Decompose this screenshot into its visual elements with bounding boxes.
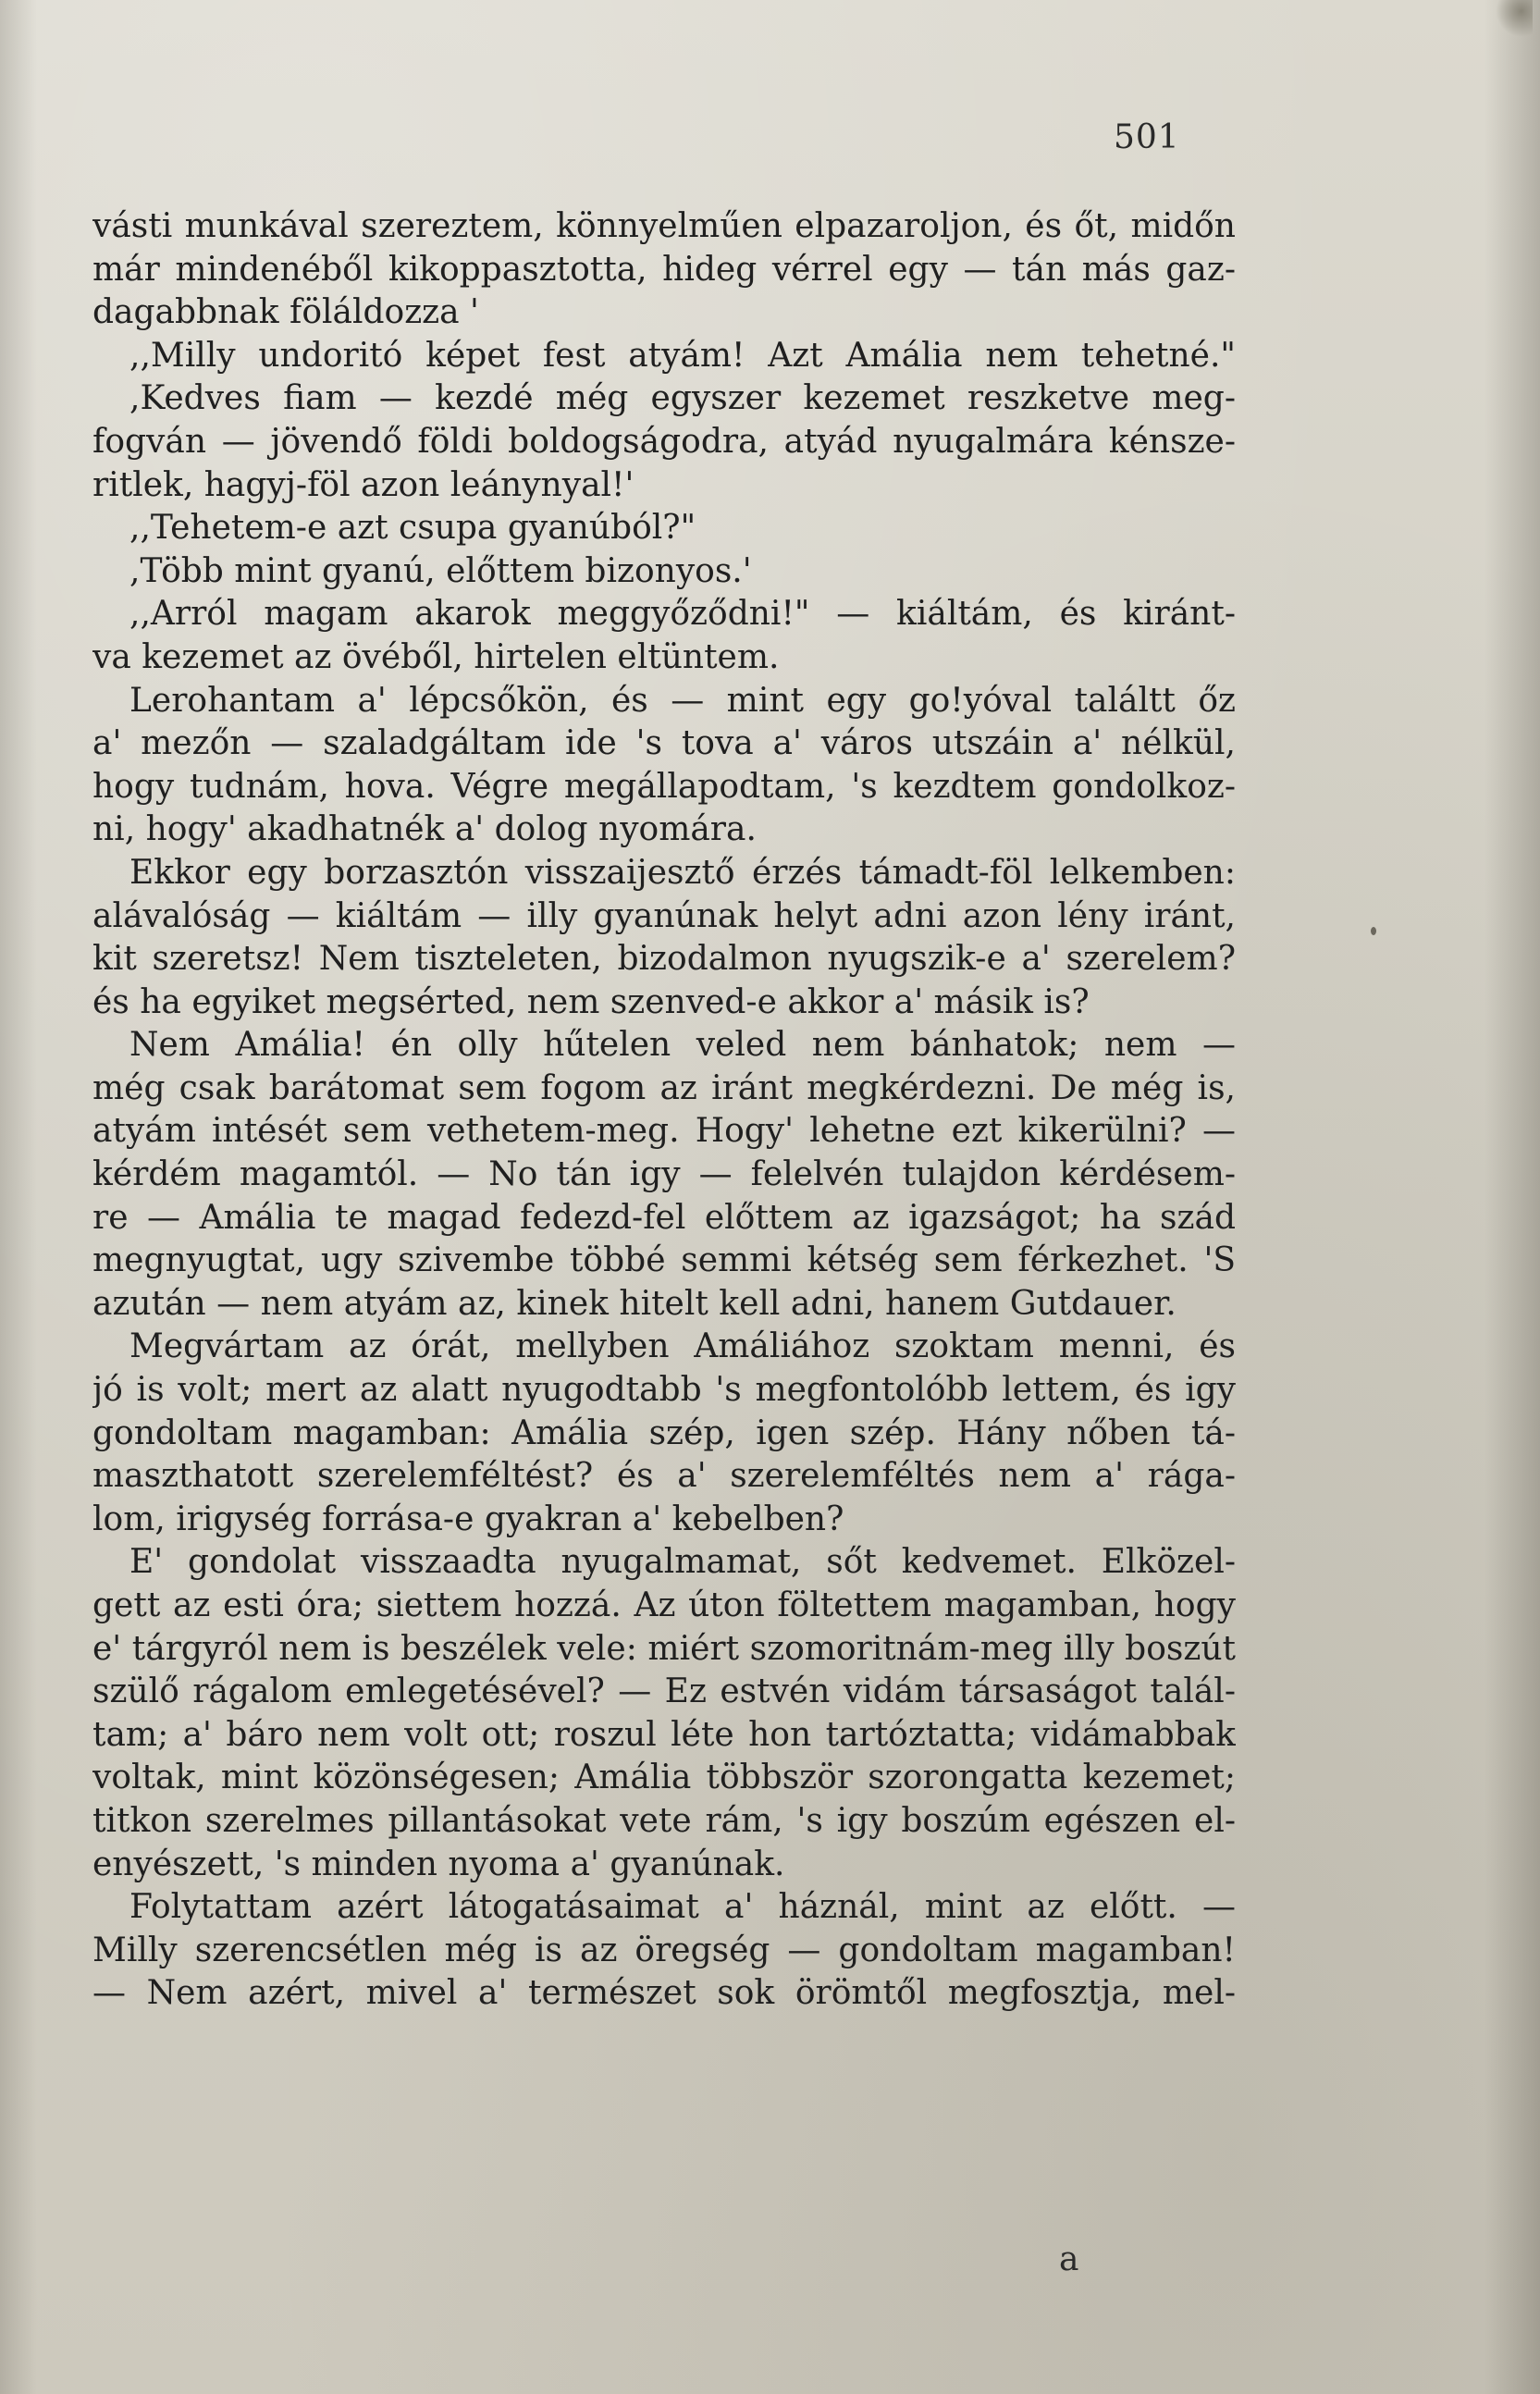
ink-speck <box>1371 927 1376 935</box>
text-line: tam; a' báro nem volt ott; roszul léte hon tartóztatta; vidámabbak <box>92 1715 1236 1754</box>
body-text <box>92 205 1236 2016</box>
corner-stain <box>1496 0 1533 37</box>
text-line: E' gondolat visszaadta nyugalmamat, sőt kedvemet. Elközel- <box>129 1543 1236 1582</box>
text-line: — Nem azért, mivel a' természet sok örömtől megfosztja, mel- <box>92 1974 1236 2013</box>
text-line: atyám intését sem vethetem-meg. Hogy' lehetne ezt kikerülni? — <box>92 1112 1236 1151</box>
text-line: Milly szerencsétlen még is az öregség — gondoltam magamban! <box>92 1931 1236 1969</box>
text-line: már mindenéből kikoppasztotta, hideg vérrel egy — tán más gaz- <box>92 250 1236 289</box>
text-line: ,,Milly undoritó képet fest atyám! Azt Amália nem tehetné." <box>129 336 1236 375</box>
text-line: re — Amália te magad fedezd-fel előttem az igazságot; ha szád <box>92 1198 1236 1237</box>
text-line: vásti munkával szereztem, könnyelműen elpazaroljon, és őt, midőn <box>92 207 1236 245</box>
text-line: még csak barátomat sem fogom az iránt megkérdezni. De még is, <box>92 1068 1236 1107</box>
text-line: dagabbnak föláldozza ' <box>92 293 479 332</box>
text-line: Lerohantam a' lépcsőkön, és — mint egy go!yóval találtt őz <box>129 681 1236 720</box>
text-line: kérdém magamtól. — No tán igy — felelvén tulajdon kérdésem- <box>92 1155 1236 1194</box>
page-shadow-left <box>0 0 37 2394</box>
text-line: és ha egyiket megsérted, nem szenved-e akkor a' másik is? <box>92 982 1090 1021</box>
text-line: azután — nem atyám az, kinek hitelt kell adni, hanem Gutdauer. <box>92 1284 1177 1323</box>
page-shadow-right <box>1485 0 1540 2394</box>
text-line: lom, irigység forrása-e gyakran a' kebelben? <box>92 1499 844 1538</box>
text-line: gett az esti óra; siettem hozzá. Az úton föltettem magamban, hogy <box>92 1586 1236 1624</box>
text-line: ,Több mint gyanú, előttem bizonyos.' <box>129 551 752 590</box>
text-line: kit szeretsz! Nem tiszteleten, bizodalmon nyugszik-e a' szerelem? <box>92 940 1236 979</box>
page-number: 501 <box>1114 118 1180 156</box>
text-line: Nem Amália! én olly hűtelen veled nem bánhatok; nem — <box>129 1026 1236 1065</box>
text-line: a' mezőn — szaladgáltam ide 's tova a' város utszáin a' nélkül, <box>92 724 1236 763</box>
text-line: Megvártam az órát, mellyben Amáliához szoktam menni, és <box>129 1327 1236 1366</box>
text-line: maszthatott szerelemféltést? és a' szerelemféltés nem a' rága- <box>92 1457 1236 1496</box>
text-line: fogván — jövendő földi boldogságodra, atyád nyugalmára kénsze- <box>92 422 1236 461</box>
text-line: ,Kedves fiam — kezdé még egyszer kezemet reszketve meg- <box>129 379 1236 418</box>
text-line: megnyugtat, ugy szivembe többé semmi kétség sem férkezhet. 'S <box>92 1241 1236 1280</box>
text-line: hogy tudnám, hova. Végre megállapodtam, 's kezdtem gondolkoz- <box>92 767 1236 806</box>
text-line: szülő rágalom emlegetésével? — Ez estvén vidám társaságot talál- <box>92 1672 1236 1711</box>
text-line: Ekkor egy borzasztón visszaijesztő érzés támadt-föl lelkemben: <box>129 853 1236 892</box>
text-line: e' tárgyról nem is beszélek vele: miért szomoritnám-meg illy boszút <box>92 1629 1236 1668</box>
text-line: alávalóság — kiáltám — illy gyanúnak helyt adni azon lény iránt, <box>92 896 1236 935</box>
text-line: jó is volt; mert az alatt nyugodtabb 's megfontolóbb lettem, és igy <box>92 1371 1236 1410</box>
text-line: voltak, mint közönségesen; Amália többször szorongatta kezemet; <box>92 1758 1236 1797</box>
text-line: ni, hogy' akadhatnék a' dolog nyomára. <box>92 810 757 849</box>
text-line: ,,Tehetem-e azt csupa gyanúból?" <box>129 509 696 548</box>
text-line: ritlek, hagyj-föl azon leánynyal!' <box>92 465 634 504</box>
catchword: a <box>1059 2240 1079 2278</box>
text-line: enyészett, 's minden nyoma a' gyanúnak. <box>92 1845 785 1883</box>
text-line: gondoltam magamban: Amália szép, igen szép. Hány nőben tá- <box>92 1413 1236 1452</box>
text-line: Folytattam azért látogatásaimat a' háznál, mint az előtt. — <box>129 1888 1236 1927</box>
text-line: va kezemet az övéből, hirtelen eltüntem. <box>92 637 780 676</box>
text-line: titkon szerelmes pillantásokat vete rám, 's igy boszúm egészen el- <box>92 1801 1236 1840</box>
text-line: ,,Arról magam akarok meggyőződni!" — kiáltám, és kiránt- <box>129 595 1236 634</box>
